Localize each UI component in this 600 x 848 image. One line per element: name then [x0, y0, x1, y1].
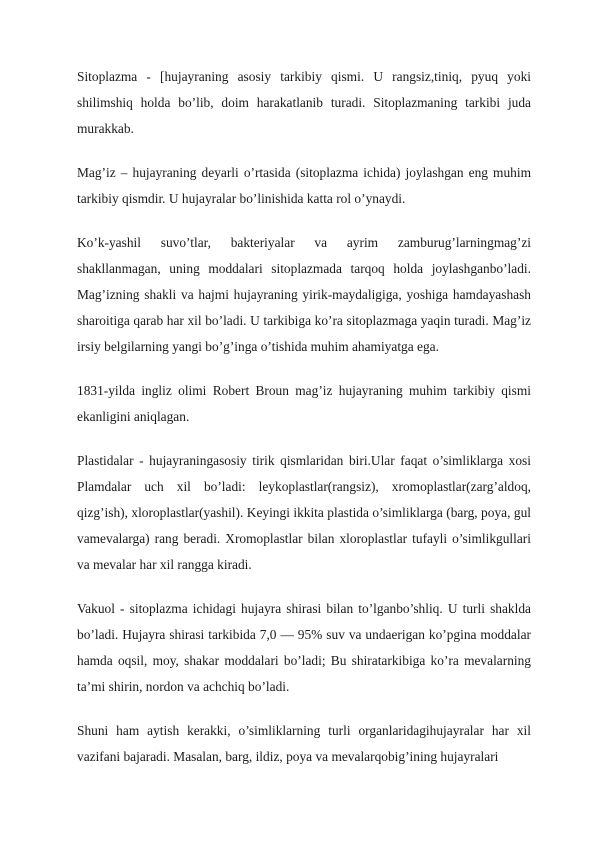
paragraph-vakuol: Vakuol - sitoplazma ichidagi hujayra shirasi bilan to’lganbo’shliq. U turli shaklda bo’ladi. Hujayra shirasi tarkibida 7,0 — 95% suv va undaerigan ko’pgina moddalar hamda oqsil, moy, shakar moddalari bo’ladi; Bu shiratarkibiga ko’ra mevalarning ta’mi shirin, nordon va achchiq bo’ladi.	[77, 601, 531, 694]
paragraph-broun: 1831-yilda ingliz olimi Robert Broun mag’iz hujayraning muhim tarkibiy qismi ekanligini aniqlagan.	[77, 383, 531, 424]
document-body	[77, 64, 531, 788]
paragraph-sitoplazma: Sitoplazma - [hujayraning asosiy tarkibiy qismi. U rangsiz,tiniq, pyuq yoki shilimshiq holda bo’lib, doim harakatlanib turadi. Sitoplazmaning tarkibi juda murakkab.	[77, 69, 531, 136]
paragraph-suvotlar: Ko’k-yashil suvo’tlar, bakteriyalar va ayrim zamburug’larningmag’zi shakllanmagan, uning moddalari sitoplazmada tarqoq holda joylashganbo’ladi. Mag’izning shakli va hajmi hujayraning yirik-maydaligiga, yoshiga hamdayashash sharoitiga qarab har xil bo’ladi. U tarkibiga ko’ra sitoplazmaga yaqin turadi. Mag’iz irsiy belgilarning yangi bo’g’inga o’tishida muhim ahamiyatga ega.	[77, 235, 531, 354]
paragraph-magiz: Mag’iz – hujayraning deyarli o’rtasida (sitoplazma ichida) joylashgan eng muhim tarkibiy qismdir. U hujayralar bo’linishida katta rol o’ynaydi.	[77, 165, 531, 206]
paragraph-organlar: Shuni ham aytish kerakki, o’simliklarning turli organlaridagihujayralar har xil vazifani bajaradi. Masalan, barg, ildiz, poya va mevalarqobig’ining hujayralari	[77, 723, 531, 764]
paragraph-plastidalar: Plastidalar - hujayraningasosiy tirik qismlaridan biri.Ular faqat o’simliklarga xosi Plamdalar uch xil bo’ladi: leykoplastlar(rangsiz), xromoplastlar(zarg’aldoq, qizg’ish), xloroplastlar(yashil). Keyingi ikkita plastida o’simliklarga (barg, poya, gul vamevalarga) rang beradi. Xromoplastlar bilan xloroplastlar tufayli o’simlikgullari va mevalar har xil rangga kiradi.	[77, 453, 531, 572]
